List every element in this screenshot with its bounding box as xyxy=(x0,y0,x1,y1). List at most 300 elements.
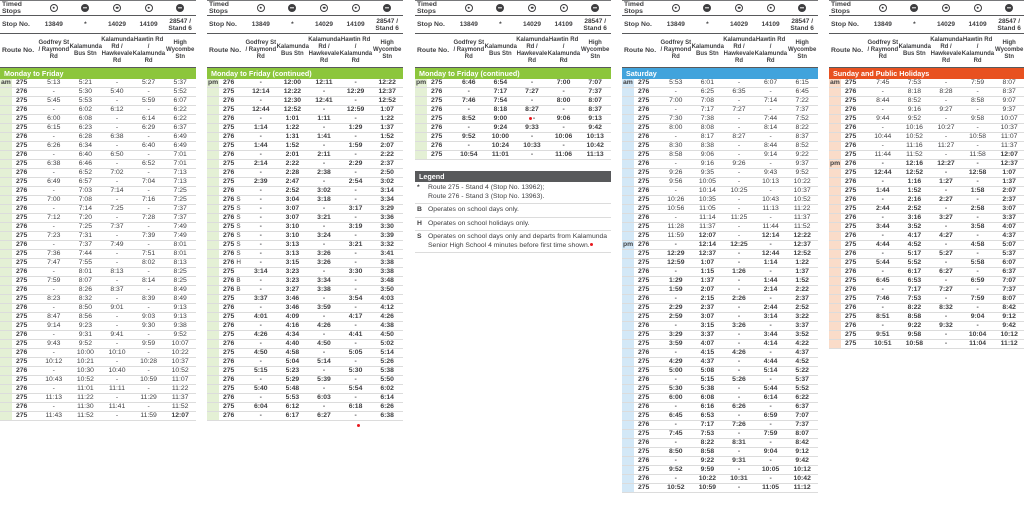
route-number: 276 S xyxy=(223,196,241,203)
stop-icon-cell xyxy=(133,0,165,17)
time-cell: - xyxy=(976,160,979,167)
time-cell: 9:22 xyxy=(795,151,809,158)
route-number: 275 xyxy=(845,295,857,302)
time-cell: 6:49 xyxy=(173,142,187,149)
route-number: 276 xyxy=(638,106,650,113)
period-label xyxy=(207,241,219,249)
legend-item xyxy=(415,218,611,232)
time-cell: - xyxy=(52,169,55,176)
stop-icon-cell xyxy=(579,0,611,17)
time-cell: 9:41 xyxy=(110,331,124,338)
time-cell: 7:54 xyxy=(493,97,508,104)
route-note: S xyxy=(236,196,241,203)
time-cell: - xyxy=(737,358,741,365)
route-number: 275 xyxy=(845,97,857,104)
time-cell: 7:17 xyxy=(700,106,714,113)
period-label xyxy=(622,349,634,357)
stop-icon-cell xyxy=(723,0,755,17)
stops-header xyxy=(207,0,403,68)
stop-no-row xyxy=(415,16,611,34)
footnote-dot-icon xyxy=(590,243,593,246)
time-cell: 11:37 xyxy=(171,394,189,401)
time-cell: 7:39 xyxy=(141,232,156,239)
timed-stops-row xyxy=(415,1,611,16)
time-cell: 9:52 xyxy=(907,115,921,122)
table-row xyxy=(829,79,1024,88)
time-cell: - xyxy=(881,178,884,185)
stop-icon-cell xyxy=(70,0,102,17)
time-cell: - xyxy=(115,322,119,329)
timetable-column-1 xyxy=(0,0,196,421)
time-cell: 6:27 xyxy=(939,268,953,275)
time-cell: 9:26 xyxy=(669,169,683,176)
route-number: 276 B xyxy=(223,286,241,293)
time-cell: 4:44 xyxy=(875,241,890,248)
time-cell: - xyxy=(674,457,677,464)
table-row xyxy=(0,268,196,277)
time-cell: - xyxy=(944,133,948,140)
route-number: 275 xyxy=(638,259,650,266)
route-number: 276 xyxy=(845,268,857,275)
time-cell: 2:54 xyxy=(348,178,363,185)
table-row xyxy=(622,403,818,412)
period-label xyxy=(829,223,841,231)
period-label xyxy=(207,250,219,258)
route-number: 276 B xyxy=(223,277,241,284)
stop-name: Hawtin Rd / Kalamunda Rd xyxy=(547,36,581,64)
stop-name: Godfrey St / Raymond Rd xyxy=(245,40,277,60)
route-number: 275 xyxy=(638,430,650,437)
time-cell: 11:41 xyxy=(108,403,126,410)
time-cell: 4:12 xyxy=(380,304,394,311)
period-label xyxy=(0,277,12,285)
time-cell: - xyxy=(769,295,772,302)
time-cell: 2:38 xyxy=(317,169,331,176)
time-cell: 10:22 xyxy=(698,475,717,482)
time-cell: 3:13 xyxy=(285,250,300,257)
time-cell: 7:08 xyxy=(78,196,92,203)
period-label xyxy=(207,97,219,105)
time-cell: 4:41 xyxy=(348,331,363,338)
time-cell: 2:07 xyxy=(1002,187,1016,194)
time-cell: 10:33 xyxy=(523,142,541,149)
table-row xyxy=(622,196,818,205)
stop-name: High Wycombe Stn xyxy=(581,40,610,60)
time-cell: - xyxy=(976,232,979,239)
time-cell: 12:52 xyxy=(905,169,924,176)
time-cell: - xyxy=(881,232,884,239)
time-cell: 6:22 xyxy=(795,394,809,401)
time-cell: 3:46 xyxy=(285,304,300,311)
table-row xyxy=(207,160,403,169)
time-cell: - xyxy=(976,124,979,131)
time-cell: 11:22 xyxy=(171,385,189,392)
stop-number: * xyxy=(84,21,87,28)
period-label xyxy=(829,133,841,141)
time-cell: 10:52 xyxy=(793,196,811,203)
time-cell: - xyxy=(737,142,741,149)
time-cell: - xyxy=(944,79,948,86)
route-number: 275 xyxy=(223,403,235,410)
route-number: 275 xyxy=(16,196,28,203)
route-number: 275 xyxy=(223,331,235,338)
time-cell: 2:16 xyxy=(907,196,922,203)
time-cell: - xyxy=(944,331,948,338)
time-cell: 4:26 xyxy=(317,322,331,329)
period-label xyxy=(622,205,634,213)
time-cell: 3:39 xyxy=(380,232,394,239)
time-cell: - xyxy=(769,421,772,428)
time-cell: - xyxy=(322,385,326,392)
time-cell: 5:00 xyxy=(668,367,683,374)
time-cell: 8:37 xyxy=(795,133,809,140)
period-label xyxy=(415,124,427,132)
time-cell: - xyxy=(976,214,979,221)
time-cell: 8:18 xyxy=(907,88,921,95)
time-cell: 11:12 xyxy=(1000,340,1018,347)
time-cell: - xyxy=(147,187,150,194)
time-cell: 9:59 xyxy=(141,340,156,347)
time-cell: 5:59 xyxy=(141,97,156,104)
time-cell: - xyxy=(674,241,677,248)
time-cell: - xyxy=(354,322,357,329)
time-cell: 4:58 xyxy=(970,241,985,248)
table-row xyxy=(0,142,196,151)
time-cell: 7:49 xyxy=(173,232,187,239)
time-cell: 4:26 xyxy=(732,349,746,356)
time-cell: 9:52 xyxy=(173,331,187,338)
route-number: 275 xyxy=(16,340,28,347)
period-label xyxy=(207,214,219,222)
time-cell: 11:52 xyxy=(171,403,189,410)
time-cell: 6:15 xyxy=(47,124,61,131)
time-cell: - xyxy=(944,340,948,347)
time-cell: 7:14 xyxy=(110,187,124,194)
time-cell: 2:44 xyxy=(763,304,778,311)
time-cell: 10:58 xyxy=(905,340,924,347)
stop-no-row xyxy=(207,16,403,34)
period-label xyxy=(829,106,841,114)
route-note: S xyxy=(236,241,241,248)
route-number: 276 xyxy=(223,115,235,122)
route-number: 275 xyxy=(223,313,235,320)
time-cell: 7:59 xyxy=(763,430,778,437)
time-cell: 3:21 xyxy=(317,214,331,221)
table-row xyxy=(0,340,196,349)
time-cell: 3:07 xyxy=(700,313,715,320)
time-cell: - xyxy=(259,232,262,239)
route-no-label: Route No. xyxy=(417,47,450,54)
time-cell: 2:28 xyxy=(285,169,300,176)
time-cell: 3:44 xyxy=(763,331,778,338)
time-cell: 6:01 xyxy=(700,79,714,86)
route-number: 276 xyxy=(16,205,28,212)
time-cell: 3:54 xyxy=(348,295,363,302)
table-row xyxy=(622,241,818,250)
table-row xyxy=(0,277,196,286)
table-row xyxy=(829,214,1024,223)
route-number: 276 xyxy=(16,349,28,356)
time-cell: - xyxy=(147,106,150,113)
table-row xyxy=(622,232,818,241)
time-cell: 2:37 xyxy=(700,304,715,311)
time-cell: 11:13 xyxy=(586,151,604,158)
route-number: 276 xyxy=(845,178,857,185)
period-label xyxy=(0,169,12,177)
stop-icon-cell xyxy=(101,0,133,17)
table-title: Saturday xyxy=(622,68,818,79)
time-cell: - xyxy=(322,268,326,275)
stop-name: High Wycombe Stn xyxy=(788,40,817,60)
time-cell: 6:45 xyxy=(875,277,890,284)
period-label xyxy=(207,277,219,285)
table-row xyxy=(622,340,818,349)
time-cell: 11:14 xyxy=(699,214,716,221)
table-row xyxy=(207,340,403,349)
route-number: 275 xyxy=(16,394,28,401)
time-cell: - xyxy=(147,169,150,176)
table-row xyxy=(0,313,196,322)
time-cell: - xyxy=(259,286,262,293)
route-number: 275 xyxy=(431,79,443,86)
time-cell: 3:24 xyxy=(317,232,331,239)
period-label xyxy=(622,313,634,321)
time-cell: - xyxy=(52,304,55,311)
table-row xyxy=(829,160,1024,169)
stop-icon-cell xyxy=(660,0,692,17)
time-cell: 9:07 xyxy=(1002,97,1016,104)
time-cell: 5:30 xyxy=(348,367,363,374)
period-label xyxy=(207,169,219,177)
time-cell: 8:01 xyxy=(173,241,187,248)
route-number: 275 xyxy=(16,97,28,104)
time-cell: - xyxy=(881,142,884,149)
time-cell: 1:44 xyxy=(763,277,778,284)
time-cell: 10:42 xyxy=(586,142,604,149)
period-label xyxy=(207,340,219,348)
time-cell: 10:37 xyxy=(793,187,811,194)
time-cell: 2:58 xyxy=(970,205,985,212)
route-number: 275 xyxy=(638,448,650,455)
time-cell: - xyxy=(674,322,677,329)
time-cell: - xyxy=(322,403,326,410)
time-cell: - xyxy=(944,277,948,284)
legend xyxy=(415,171,611,253)
time-cell: 10:22 xyxy=(171,349,189,356)
time-cell: 4:38 xyxy=(380,322,394,329)
route-number: 275 xyxy=(845,115,857,122)
table-title: Monday to Friday (continued) xyxy=(415,68,611,79)
period-label xyxy=(622,124,634,132)
time-cell: - xyxy=(147,241,150,248)
table-title: Monday to Friday xyxy=(0,68,196,79)
stop-icon-cell xyxy=(245,0,277,17)
stop-icon-cell xyxy=(692,0,724,17)
time-cell: 9:32 xyxy=(939,322,953,329)
route-number: 275 xyxy=(16,412,28,419)
table-row xyxy=(829,232,1024,241)
table-row xyxy=(0,349,196,358)
time-cell: - xyxy=(976,88,979,95)
period-label xyxy=(0,106,12,114)
stop-number: 28547 / Stand 6 xyxy=(375,17,399,32)
period-label xyxy=(207,196,219,204)
table-row xyxy=(622,367,818,376)
time-cell: 5:37 xyxy=(173,79,187,86)
stop-icon-cell xyxy=(453,0,485,17)
time-cell: 6:38 xyxy=(380,412,394,419)
time-cell: - xyxy=(147,151,150,158)
table-row xyxy=(207,133,403,142)
time-cell: 7:03 xyxy=(78,187,92,194)
route-number: 275 xyxy=(16,79,28,86)
route-number: 276 xyxy=(223,304,235,311)
period-label xyxy=(622,286,634,294)
period-label xyxy=(829,232,841,240)
route-number: 275 xyxy=(638,385,650,392)
bus-station-icon xyxy=(910,4,918,12)
stops-header xyxy=(0,0,196,68)
time-cell: 10:52 xyxy=(76,376,94,383)
time-cell: 10:10 xyxy=(108,349,126,356)
legend-line: Route 276 - Stand 3 (Stop No. 13963). xyxy=(428,192,545,200)
time-cell: 9:52 xyxy=(461,133,476,140)
time-cell: 8:37 xyxy=(1002,88,1016,95)
time-cell: 10:00 xyxy=(76,349,94,356)
table-row xyxy=(829,151,1024,160)
table-row xyxy=(829,259,1024,268)
stop-name: Hawtin Rd / Kalamunda Rd xyxy=(339,36,373,64)
legend-symbol: * xyxy=(417,184,420,191)
route-no-row xyxy=(622,34,818,68)
period-label xyxy=(622,475,634,483)
bus-station-icon xyxy=(703,4,711,12)
time-cell: 2:47 xyxy=(285,178,300,185)
route-note: B xyxy=(236,286,241,293)
time-cell: - xyxy=(259,340,262,347)
time-cell: 8:27 xyxy=(732,133,746,140)
time-cell: 5:45 xyxy=(47,97,61,104)
table-row xyxy=(207,286,403,295)
time-cell: - xyxy=(769,322,772,329)
time-cell: - xyxy=(52,349,55,356)
stops-header xyxy=(415,0,611,68)
period-label xyxy=(207,115,219,123)
period-label xyxy=(415,142,427,150)
time-cell: - xyxy=(562,142,565,149)
time-cell: - xyxy=(115,259,119,266)
time-cell: - xyxy=(530,79,534,86)
time-cell: 12:44 xyxy=(252,106,270,113)
period-label xyxy=(829,124,841,132)
bus-station-icon xyxy=(81,4,89,12)
period-label xyxy=(829,286,841,294)
route-number: 275 xyxy=(638,304,650,311)
time-cell: 3:07 xyxy=(1002,205,1016,212)
time-cell: - xyxy=(944,169,948,176)
time-cell: 8:39 xyxy=(141,295,156,302)
time-cell: 3:46 xyxy=(285,295,300,302)
route-number: 275 xyxy=(16,322,28,329)
route-number: 276 xyxy=(16,133,28,140)
time-cell: 7:55 xyxy=(78,259,92,266)
time-cell: - xyxy=(516,115,548,123)
table-row xyxy=(0,97,196,106)
time-cell: - xyxy=(769,376,772,383)
stop-name: Kalamunda Bus Stn xyxy=(898,43,931,57)
table-row xyxy=(207,178,403,187)
bus-station-icon xyxy=(383,4,391,12)
stop-number: 28547 / Stand 6 xyxy=(997,17,1021,32)
time-cell: - xyxy=(115,142,119,149)
time-cell: - xyxy=(737,277,741,284)
time-cell: 9:42 xyxy=(588,124,602,131)
time-cell: - xyxy=(322,331,326,338)
time-cell: 6:34 xyxy=(78,142,92,149)
time-cell: 11:06 xyxy=(555,151,573,158)
time-cell: 8:07 xyxy=(588,97,602,104)
time-cell: 5:44 xyxy=(763,385,778,392)
time-cell: 7:08 xyxy=(700,97,714,104)
route-number: 275 xyxy=(638,286,650,293)
time-cell: - xyxy=(354,196,357,203)
time-cell: 1:11 xyxy=(317,115,331,122)
time-cell: 1:41 xyxy=(317,133,331,140)
time-cell: 7:13 xyxy=(173,178,187,185)
route-number: 276 H xyxy=(223,259,241,266)
time-cell: 8:00 xyxy=(669,124,683,131)
stop-number: 14109 xyxy=(968,21,987,28)
period-label xyxy=(622,403,634,411)
time-cell: 10:16 xyxy=(905,124,923,131)
table-row xyxy=(829,187,1024,196)
time-cell: - xyxy=(115,376,119,383)
time-cell: 3:27 xyxy=(939,214,953,221)
time-cell: - xyxy=(674,106,677,113)
time-cell: - xyxy=(769,475,772,482)
table-row xyxy=(207,169,403,178)
time-cell: 10:40 xyxy=(108,367,126,374)
time-cell: 6:22 xyxy=(173,106,187,113)
time-cell: 7:45 xyxy=(876,79,890,86)
time-cell: 4:26 xyxy=(380,313,394,320)
table-row xyxy=(622,448,818,457)
time-cell: - xyxy=(354,286,357,293)
time-cell: 6:12 xyxy=(285,403,300,410)
table-row xyxy=(207,277,403,286)
time-cell: 6:07 xyxy=(173,97,187,104)
time-cell: 3:02 xyxy=(380,178,394,185)
time-cell: 5:52 xyxy=(173,88,187,95)
legend-item xyxy=(415,231,611,253)
time-cell: 3:26 xyxy=(732,322,746,329)
time-cell: 4:50 xyxy=(253,349,268,356)
time-cell: 3:10 xyxy=(285,232,300,239)
time-cell: 3:14 xyxy=(253,268,268,275)
period-label xyxy=(207,367,219,375)
time-cell: - xyxy=(52,385,55,392)
time-cell: 3:15 xyxy=(700,322,715,329)
time-cell: 10:26 xyxy=(667,196,685,203)
period-label xyxy=(207,223,219,231)
route-number: 275 xyxy=(638,394,650,401)
route-number: 276 xyxy=(638,268,650,275)
time-cell: 9:12 xyxy=(795,448,809,455)
stop-no-label: Stop No. xyxy=(831,21,859,28)
time-cell: 10:52 xyxy=(667,484,685,491)
footnote-dot-icon xyxy=(529,117,532,120)
time-cell: - xyxy=(530,133,534,140)
